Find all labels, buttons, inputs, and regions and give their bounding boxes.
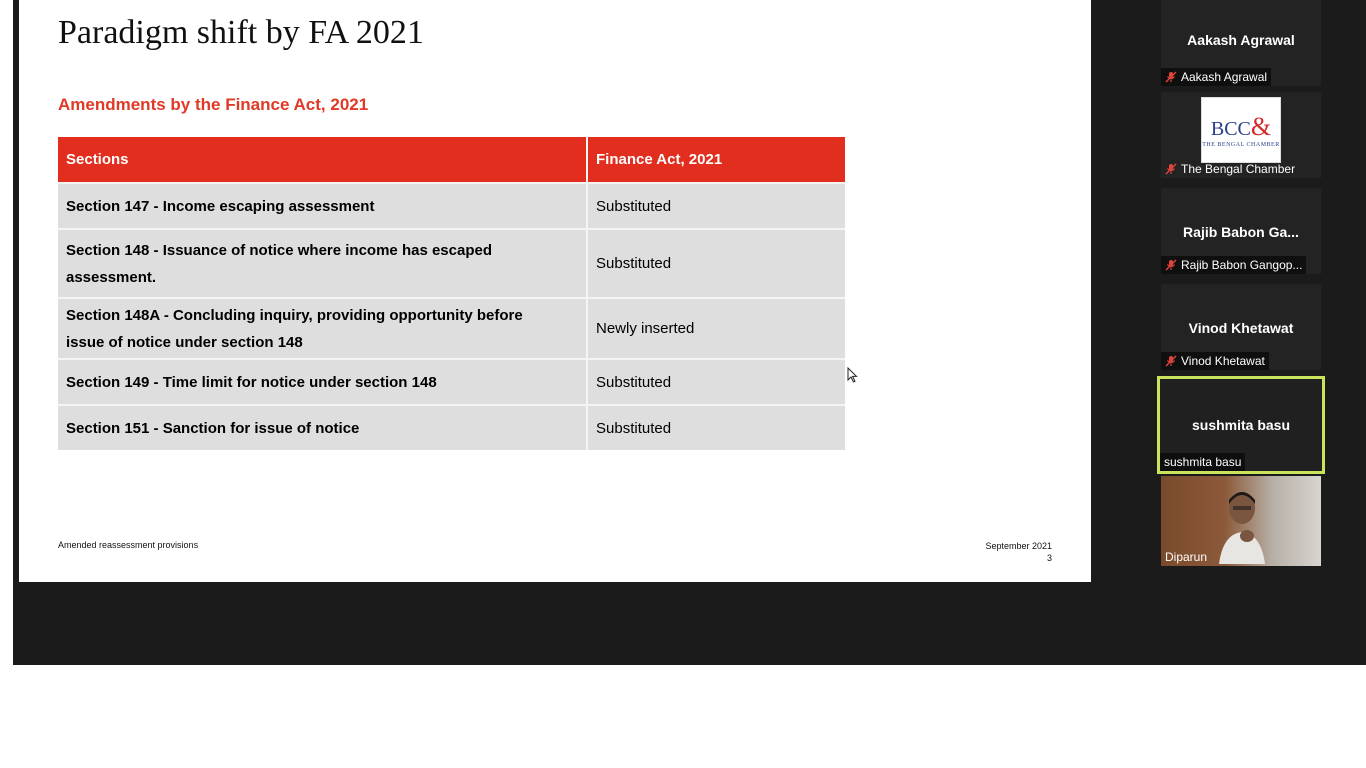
status-cell: Substituted xyxy=(588,228,845,297)
participant-label: Vinod Khetawat xyxy=(1161,352,1269,370)
slide-footer-right xyxy=(985,540,1052,564)
section-cell: Section 149 - Time limit for notice under section 148 xyxy=(58,358,588,404)
participant-label: Diparun xyxy=(1165,550,1208,564)
status-cell: Substituted xyxy=(588,358,845,404)
status-cell: Newly inserted xyxy=(588,297,845,358)
mic-off-icon xyxy=(1165,163,1177,175)
bengal-chamber-logo xyxy=(1201,97,1281,163)
participant-video-image xyxy=(1219,484,1265,564)
participant-label: Aakash Agrawal xyxy=(1161,68,1271,86)
table-row xyxy=(58,182,845,228)
participant-display-name: sushmita basu xyxy=(1191,417,1291,433)
section-cell: Section 148A - Concluding inquiry, providing opportunity before issue of notice under section 148 xyxy=(58,297,588,358)
amendments-table xyxy=(58,137,845,450)
logo-mark: BCC& xyxy=(1210,112,1272,141)
slide-title: Paradigm shift by FA 2021 xyxy=(58,14,424,51)
section-cell: Section 148 - Issuance of notice where income has escaped assessment. xyxy=(58,228,588,297)
participant-label: sushmita basu xyxy=(1160,453,1245,471)
participant-display-name: Vinod Khetawat xyxy=(1188,320,1294,336)
mic-off-icon xyxy=(1165,259,1177,271)
participant-display-name: Aakash Agrawal xyxy=(1187,32,1295,48)
logo-subtext: THE BENGAL CHAMBER xyxy=(1202,142,1280,148)
table-row xyxy=(58,358,845,404)
section-cell: Section 147 - Income escaping assessment xyxy=(58,182,588,228)
status-cell: Substituted xyxy=(588,182,845,228)
slide-page-number: 3 xyxy=(1046,553,1052,563)
participant-tile-bengal-chamber[interactable] xyxy=(1161,92,1321,178)
section-cell: Section 151 - Sanction for issue of notice xyxy=(58,404,588,450)
table-row xyxy=(58,404,845,450)
participant-label: The Bengal Chamber xyxy=(1161,160,1299,178)
mouse-cursor-icon xyxy=(847,367,859,383)
table-row xyxy=(58,297,845,358)
table-header-sections: Sections xyxy=(58,137,588,182)
table-header-finance-act: Finance Act, 2021 xyxy=(588,137,845,182)
slide-date: September 2021 xyxy=(985,541,1052,551)
participant-display-name: Rajib Babon Ga... xyxy=(1183,224,1299,240)
mic-off-icon xyxy=(1165,71,1177,83)
status-cell: Substituted xyxy=(588,404,845,450)
participant-tile-diparun[interactable] xyxy=(1161,476,1321,566)
slide-footer-left: Amended reassessment provisions xyxy=(58,540,199,550)
slide-subtitle: Amendments by the Finance Act, 2021 xyxy=(58,95,369,114)
participant-tile-sushmita-basu[interactable] xyxy=(1157,376,1325,474)
participant-label: Rajib Babon Gangop... xyxy=(1161,256,1306,274)
shared-screen-slide xyxy=(19,0,1091,582)
participant-tile-aakash-agrawal[interactable] xyxy=(1161,0,1321,86)
participant-tile-rajib-babon[interactable] xyxy=(1161,188,1321,274)
mic-off-icon xyxy=(1165,355,1177,367)
table-row xyxy=(58,228,845,297)
participant-tile-vinod-khetawat[interactable] xyxy=(1161,284,1321,370)
table-header-row xyxy=(58,137,845,182)
